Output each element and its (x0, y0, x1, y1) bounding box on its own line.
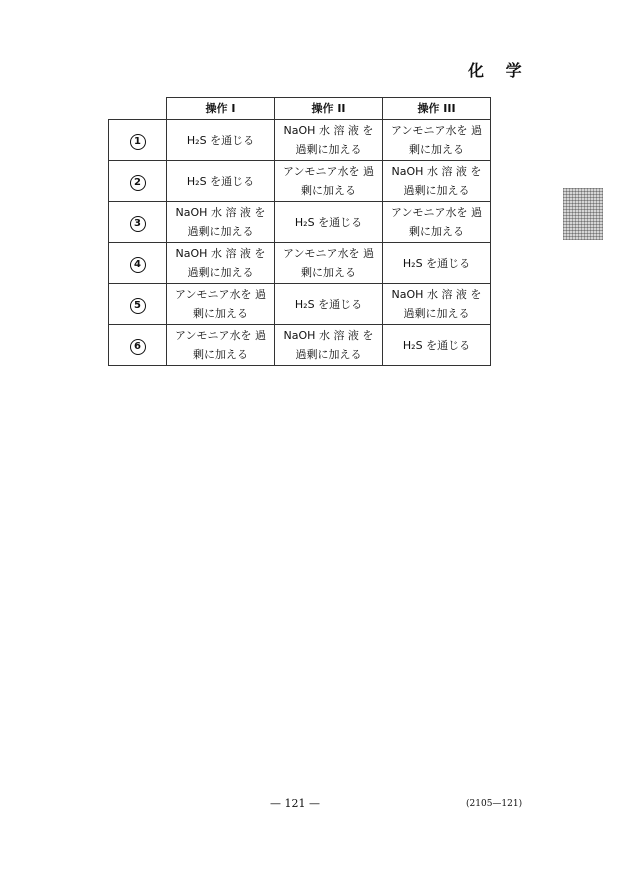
operation-cell (167, 243, 275, 284)
operation-text: H₂S を通じる (402, 256, 471, 270)
operation-cell (167, 120, 275, 161)
operation-text: NaOH 水 溶 液 を過剰に加える (391, 288, 482, 320)
table-row (109, 284, 491, 325)
table-row (109, 202, 491, 243)
operation-text: NaOH 水 溶 液 を過剰に加える (283, 329, 374, 361)
operation-text: H₂S を通じる (294, 297, 363, 311)
table-header-row (109, 98, 491, 120)
choice-number: 5 (130, 298, 146, 314)
page-number: — 121 — (270, 797, 320, 810)
operation-text: アンモニア水を 過剰に加える (174, 288, 267, 320)
operation-text: アンモニア水を 過剰に加える (390, 206, 483, 238)
choice-number: 4 (130, 257, 146, 273)
operation-cell (275, 325, 383, 366)
choice-number-cell (109, 202, 167, 243)
operation-text: アンモニア水を 過剰に加える (282, 247, 375, 279)
operation-text: H₂S を通じる (294, 215, 363, 229)
operation-cell (275, 284, 383, 325)
subject-title: 化 学 (468, 61, 530, 80)
operation-text: アンモニア水を 過剰に加える (390, 124, 483, 156)
operation-cell (383, 325, 491, 366)
operation-cell (275, 202, 383, 243)
operation-cell (167, 161, 275, 202)
operation-text: NaOH 水 溶 液 を過剰に加える (175, 206, 266, 238)
table-row (109, 325, 491, 366)
operation-text: アンモニア水を 過剰に加える (282, 165, 375, 197)
operation-cell (275, 161, 383, 202)
page-code: (2105—121) (466, 799, 523, 809)
operation-cell (167, 325, 275, 366)
operation-cell (383, 120, 491, 161)
side-index-tab (563, 188, 603, 240)
operation-cell (275, 120, 383, 161)
operation-cell (167, 284, 275, 325)
operation-cell (383, 284, 491, 325)
operation-cell (167, 202, 275, 243)
table-row (109, 120, 491, 161)
operation-text: NaOH 水 溶 液 を過剰に加える (391, 165, 482, 197)
choice-number-cell (109, 284, 167, 325)
header-blank-cell (109, 98, 167, 120)
operation-cell (383, 161, 491, 202)
choice-number-cell (109, 325, 167, 366)
header-operation-3: 操作 III (383, 98, 491, 120)
operation-cell (383, 243, 491, 284)
table-row (109, 243, 491, 284)
header-operation-1: 操作 I (167, 98, 275, 120)
operation-text: NaOH 水 溶 液 を過剰に加える (283, 124, 374, 156)
operation-text: アンモニア水を 過剰に加える (174, 329, 267, 361)
choice-number: 1 (130, 134, 146, 150)
operation-text: NaOH 水 溶 液 を過剰に加える (175, 247, 266, 279)
operation-text: H₂S を通じる (402, 338, 471, 352)
choice-number: 6 (130, 339, 146, 355)
table-row (109, 161, 491, 202)
choice-number: 3 (130, 216, 146, 232)
operation-text: H₂S を通じる (186, 133, 255, 147)
choice-number-cell (109, 161, 167, 202)
operations-table (108, 97, 491, 366)
operation-cell (275, 243, 383, 284)
choice-number-cell (109, 243, 167, 284)
choice-number-cell (109, 120, 167, 161)
choice-number: 2 (130, 175, 146, 191)
operation-text: H₂S を通じる (186, 174, 255, 188)
operation-cell (383, 202, 491, 243)
header-operation-2: 操作 II (275, 98, 383, 120)
